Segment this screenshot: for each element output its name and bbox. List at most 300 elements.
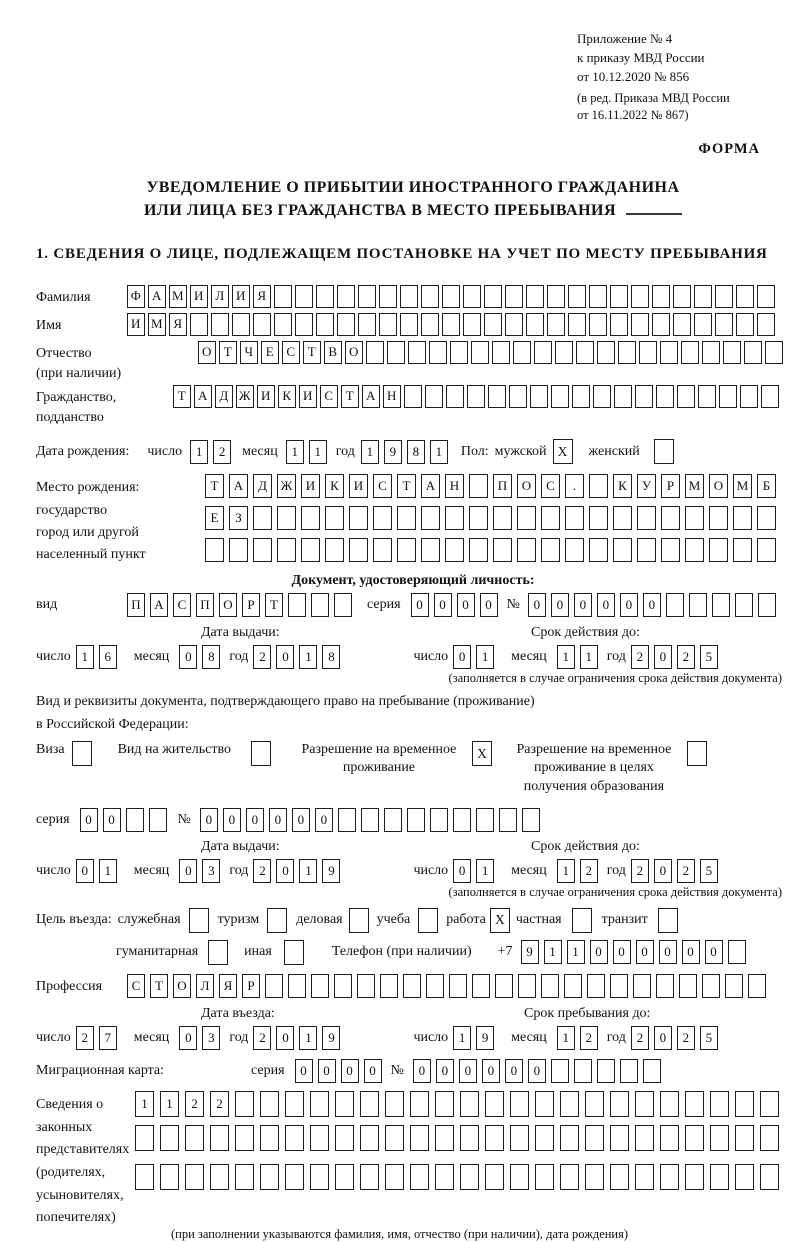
char-cell[interactable] <box>564 974 582 998</box>
char-cell[interactable] <box>522 808 540 832</box>
char-cell[interactable]: 2 <box>580 859 598 883</box>
char-cell[interactable] <box>295 313 313 336</box>
char-cell[interactable] <box>407 808 425 832</box>
char-cell[interactable] <box>661 506 680 530</box>
char-cell[interactable] <box>666 593 684 617</box>
char-cell[interactable] <box>736 313 754 336</box>
char-cell[interactable] <box>435 1164 454 1190</box>
char-cell[interactable] <box>385 1091 404 1117</box>
char-cell[interactable] <box>574 1059 592 1083</box>
char-cell[interactable]: 2 <box>185 1091 204 1117</box>
visa-checkbox[interactable] <box>72 741 92 766</box>
char-cell[interactable] <box>597 1059 615 1083</box>
char-cell[interactable] <box>637 538 656 562</box>
char-cell[interactable]: Т <box>303 341 321 364</box>
char-cell[interactable] <box>715 313 733 336</box>
char-cell[interactable] <box>288 593 306 617</box>
char-cell[interactable] <box>733 538 752 562</box>
char-cell[interactable] <box>373 506 392 530</box>
char-cell[interactable] <box>493 506 512 530</box>
char-cell[interactable] <box>685 1091 704 1117</box>
char-cell[interactable]: 0 <box>457 593 475 617</box>
char-cell[interactable] <box>635 1125 654 1151</box>
char-cell[interactable]: 5 <box>700 645 718 669</box>
char-cell[interactable] <box>450 341 468 364</box>
char-cell[interactable] <box>126 808 144 832</box>
char-cell[interactable]: 0 <box>654 645 672 669</box>
char-cell[interactable] <box>337 285 355 308</box>
purpose-business-checkbox[interactable] <box>349 908 369 933</box>
char-cell[interactable] <box>547 285 565 308</box>
char-cell[interactable] <box>517 506 536 530</box>
char-cell[interactable]: 2 <box>213 440 231 464</box>
char-cell[interactable]: О <box>709 474 728 498</box>
char-cell[interactable]: Т <box>265 593 283 617</box>
char-cell[interactable] <box>534 341 552 364</box>
char-cell[interactable]: 1 <box>160 1091 179 1117</box>
char-cell[interactable] <box>463 285 481 308</box>
char-cell[interactable] <box>408 341 426 364</box>
char-cell[interactable]: 0 <box>179 1026 197 1050</box>
char-cell[interactable]: О <box>517 474 536 498</box>
char-cell[interactable] <box>610 313 628 336</box>
char-cell[interactable] <box>677 385 695 408</box>
char-cell[interactable] <box>260 1091 279 1117</box>
purpose-other-checkbox[interactable] <box>284 940 304 965</box>
char-cell[interactable] <box>551 1059 569 1083</box>
char-cell[interactable]: 2 <box>631 1026 649 1050</box>
char-cell[interactable] <box>723 341 741 364</box>
char-cell[interactable]: Ж <box>277 474 296 498</box>
char-cell[interactable] <box>325 506 344 530</box>
char-cell[interactable] <box>260 1164 279 1190</box>
char-cell[interactable] <box>253 313 271 336</box>
char-cell[interactable] <box>517 538 536 562</box>
char-cell[interactable] <box>337 313 355 336</box>
char-cell[interactable] <box>660 1164 679 1190</box>
char-cell[interactable] <box>446 385 464 408</box>
char-cell[interactable]: 1 <box>361 440 379 464</box>
char-cell[interactable] <box>679 974 697 998</box>
char-cell[interactable] <box>190 313 208 336</box>
char-cell[interactable] <box>635 1091 654 1117</box>
char-cell[interactable]: 0 <box>269 808 287 832</box>
char-cell[interactable]: О <box>173 974 191 998</box>
char-cell[interactable] <box>387 341 405 364</box>
char-cell[interactable]: Б <box>757 474 776 498</box>
char-cell[interactable] <box>235 1091 254 1117</box>
char-cell[interactable] <box>338 808 356 832</box>
char-cell[interactable]: 0 <box>364 1059 382 1083</box>
char-cell[interactable]: 1 <box>309 440 327 464</box>
char-cell[interactable] <box>366 341 384 364</box>
char-cell[interactable] <box>765 341 783 364</box>
char-cell[interactable]: С <box>127 974 145 998</box>
char-cell[interactable]: Т <box>341 385 359 408</box>
char-cell[interactable] <box>460 1125 479 1151</box>
char-cell[interactable] <box>484 285 502 308</box>
char-cell[interactable] <box>589 506 608 530</box>
char-cell[interactable] <box>404 385 422 408</box>
char-cell[interactable]: Т <box>205 474 224 498</box>
char-cell[interactable] <box>476 808 494 832</box>
purpose-study-checkbox[interactable] <box>418 908 438 933</box>
char-cell[interactable]: А <box>148 285 166 308</box>
char-cell[interactable] <box>733 506 752 530</box>
char-cell[interactable]: Р <box>661 474 680 498</box>
char-cell[interactable]: 0 <box>613 940 631 964</box>
char-cell[interactable]: 2 <box>76 1026 94 1050</box>
char-cell[interactable]: 0 <box>654 859 672 883</box>
char-cell[interactable]: 0 <box>459 1059 477 1083</box>
char-cell[interactable] <box>610 1125 629 1151</box>
char-cell[interactable] <box>744 341 762 364</box>
char-cell[interactable]: П <box>127 593 145 617</box>
char-cell[interactable]: Д <box>253 474 272 498</box>
char-cell[interactable]: . <box>565 474 584 498</box>
char-cell[interactable] <box>555 341 573 364</box>
char-cell[interactable] <box>635 385 653 408</box>
char-cell[interactable] <box>551 385 569 408</box>
char-cell[interactable] <box>460 1164 479 1190</box>
char-cell[interactable]: 0 <box>341 1059 359 1083</box>
char-cell[interactable]: 0 <box>179 645 197 669</box>
char-cell[interactable]: 9 <box>521 940 539 964</box>
char-cell[interactable]: 1 <box>557 645 575 669</box>
char-cell[interactable] <box>429 341 447 364</box>
char-cell[interactable] <box>757 313 775 336</box>
char-cell[interactable] <box>631 313 649 336</box>
char-cell[interactable] <box>728 940 746 964</box>
char-cell[interactable] <box>568 285 586 308</box>
char-cell[interactable]: 1 <box>299 645 317 669</box>
char-cell[interactable] <box>509 385 527 408</box>
purpose-tourism-checkbox[interactable] <box>267 908 287 933</box>
char-cell[interactable] <box>757 538 776 562</box>
purpose-business-trip-checkbox[interactable] <box>189 908 209 933</box>
char-cell[interactable]: 0 <box>295 1059 313 1083</box>
char-cell[interactable] <box>736 285 754 308</box>
char-cell[interactable] <box>229 538 248 562</box>
char-cell[interactable]: 1 <box>430 440 448 464</box>
char-cell[interactable]: 0 <box>453 859 471 883</box>
char-cell[interactable] <box>185 1164 204 1190</box>
char-cell[interactable]: Р <box>242 974 260 998</box>
char-cell[interactable] <box>335 1125 354 1151</box>
char-cell[interactable]: К <box>278 385 296 408</box>
char-cell[interactable]: И <box>349 474 368 498</box>
char-cell[interactable] <box>618 341 636 364</box>
char-cell[interactable] <box>421 313 439 336</box>
char-cell[interactable]: А <box>150 593 168 617</box>
char-cell[interactable] <box>710 1091 729 1117</box>
char-cell[interactable] <box>435 1091 454 1117</box>
char-cell[interactable]: 9 <box>384 440 402 464</box>
char-cell[interactable]: Я <box>219 974 237 998</box>
char-cell[interactable]: А <box>362 385 380 408</box>
char-cell[interactable]: 9 <box>322 1026 340 1050</box>
char-cell[interactable] <box>425 385 443 408</box>
char-cell[interactable]: 0 <box>179 859 197 883</box>
char-cell[interactable] <box>265 974 283 998</box>
char-cell[interactable]: 0 <box>482 1059 500 1083</box>
char-cell[interactable] <box>205 538 224 562</box>
char-cell[interactable]: 2 <box>677 859 695 883</box>
char-cell[interactable] <box>758 593 776 617</box>
char-cell[interactable] <box>310 1091 329 1117</box>
char-cell[interactable] <box>760 1125 779 1151</box>
char-cell[interactable]: 0 <box>682 940 700 964</box>
char-cell[interactable] <box>535 1164 554 1190</box>
sex-male-checkbox[interactable]: X <box>553 439 573 464</box>
char-cell[interactable]: О <box>219 593 237 617</box>
char-cell[interactable]: 6 <box>99 645 117 669</box>
char-cell[interactable] <box>310 1164 329 1190</box>
purpose-work-checkbox[interactable]: X <box>490 908 510 933</box>
char-cell[interactable] <box>274 285 292 308</box>
char-cell[interactable] <box>449 974 467 998</box>
char-cell[interactable]: 0 <box>480 593 498 617</box>
char-cell[interactable] <box>620 1059 638 1083</box>
char-cell[interactable] <box>463 313 481 336</box>
char-cell[interactable] <box>460 1091 479 1117</box>
char-cell[interactable] <box>652 285 670 308</box>
char-cell[interactable] <box>185 1125 204 1151</box>
char-cell[interactable] <box>709 538 728 562</box>
char-cell[interactable] <box>253 506 272 530</box>
char-cell[interactable] <box>210 1164 229 1190</box>
char-cell[interactable]: 0 <box>528 1059 546 1083</box>
char-cell[interactable] <box>633 974 651 998</box>
char-cell[interactable]: 1 <box>135 1091 154 1117</box>
char-cell[interactable] <box>637 506 656 530</box>
char-cell[interactable] <box>702 341 720 364</box>
char-cell[interactable]: П <box>493 474 512 498</box>
char-cell[interactable]: Я <box>253 285 271 308</box>
purpose-humanitarian-checkbox[interactable] <box>208 940 228 965</box>
char-cell[interactable] <box>510 1091 529 1117</box>
char-cell[interactable] <box>735 1164 754 1190</box>
char-cell[interactable] <box>660 1125 679 1151</box>
char-cell[interactable]: 9 <box>476 1026 494 1050</box>
char-cell[interactable]: У <box>637 474 656 498</box>
char-cell[interactable] <box>295 285 313 308</box>
char-cell[interactable] <box>565 506 584 530</box>
char-cell[interactable]: 2 <box>631 645 649 669</box>
char-cell[interactable] <box>505 285 523 308</box>
char-cell[interactable] <box>760 1164 779 1190</box>
char-cell[interactable]: 0 <box>574 593 592 617</box>
char-cell[interactable] <box>277 538 296 562</box>
char-cell[interactable] <box>568 313 586 336</box>
char-cell[interactable]: 2 <box>210 1091 229 1117</box>
char-cell[interactable] <box>541 974 559 998</box>
char-cell[interactable] <box>510 1125 529 1151</box>
char-cell[interactable] <box>710 1164 729 1190</box>
char-cell[interactable]: 8 <box>407 440 425 464</box>
char-cell[interactable]: И <box>127 313 145 336</box>
char-cell[interactable] <box>748 974 766 998</box>
char-cell[interactable] <box>492 341 510 364</box>
char-cell[interactable] <box>484 313 502 336</box>
char-cell[interactable] <box>435 1125 454 1151</box>
char-cell[interactable]: 1 <box>299 859 317 883</box>
char-cell[interactable] <box>585 1125 604 1151</box>
char-cell[interactable] <box>610 285 628 308</box>
char-cell[interactable] <box>589 313 607 336</box>
char-cell[interactable]: Л <box>211 285 229 308</box>
char-cell[interactable] <box>660 341 678 364</box>
char-cell[interactable] <box>310 1125 329 1151</box>
char-cell[interactable] <box>661 538 680 562</box>
char-cell[interactable] <box>510 1164 529 1190</box>
char-cell[interactable] <box>403 974 421 998</box>
char-cell[interactable] <box>499 808 517 832</box>
char-cell[interactable]: С <box>282 341 300 364</box>
char-cell[interactable] <box>576 341 594 364</box>
char-cell[interactable]: О <box>198 341 216 364</box>
char-cell[interactable]: С <box>173 593 191 617</box>
char-cell[interactable] <box>400 313 418 336</box>
char-cell[interactable] <box>635 1164 654 1190</box>
char-cell[interactable] <box>397 506 416 530</box>
char-cell[interactable] <box>656 385 674 408</box>
char-cell[interactable]: И <box>190 285 208 308</box>
char-cell[interactable] <box>613 538 632 562</box>
char-cell[interactable] <box>335 1164 354 1190</box>
char-cell[interactable] <box>410 1164 429 1190</box>
char-cell[interactable] <box>430 808 448 832</box>
char-cell[interactable] <box>685 506 704 530</box>
char-cell[interactable] <box>301 538 320 562</box>
char-cell[interactable]: К <box>613 474 632 498</box>
char-cell[interactable] <box>589 538 608 562</box>
char-cell[interactable]: 2 <box>580 1026 598 1050</box>
char-cell[interactable]: 0 <box>453 645 471 669</box>
char-cell[interactable] <box>160 1164 179 1190</box>
char-cell[interactable] <box>445 506 464 530</box>
char-cell[interactable]: 9 <box>322 859 340 883</box>
char-cell[interactable]: 0 <box>654 1026 672 1050</box>
char-cell[interactable] <box>613 506 632 530</box>
char-cell[interactable] <box>685 538 704 562</box>
char-cell[interactable]: 1 <box>476 859 494 883</box>
char-cell[interactable] <box>385 1125 404 1151</box>
char-cell[interactable]: 0 <box>413 1059 431 1083</box>
char-cell[interactable]: И <box>301 474 320 498</box>
char-cell[interactable] <box>360 1125 379 1151</box>
char-cell[interactable]: 0 <box>620 593 638 617</box>
char-cell[interactable] <box>135 1164 154 1190</box>
char-cell[interactable]: О <box>345 341 363 364</box>
char-cell[interactable] <box>673 285 691 308</box>
char-cell[interactable] <box>681 341 699 364</box>
char-cell[interactable]: З <box>229 506 248 530</box>
char-cell[interactable]: С <box>320 385 338 408</box>
char-cell[interactable] <box>301 506 320 530</box>
char-cell[interactable] <box>694 313 712 336</box>
char-cell[interactable] <box>421 538 440 562</box>
char-cell[interactable] <box>488 385 506 408</box>
char-cell[interactable]: Т <box>397 474 416 498</box>
char-cell[interactable] <box>610 1091 629 1117</box>
char-cell[interactable]: 3 <box>202 859 220 883</box>
char-cell[interactable]: 0 <box>276 1026 294 1050</box>
char-cell[interactable] <box>467 385 485 408</box>
char-cell[interactable] <box>285 1164 304 1190</box>
char-cell[interactable]: 1 <box>567 940 585 964</box>
char-cell[interactable] <box>709 506 728 530</box>
char-cell[interactable] <box>656 974 674 998</box>
char-cell[interactable] <box>535 1125 554 1151</box>
purpose-transit-checkbox[interactable] <box>658 908 678 933</box>
char-cell[interactable] <box>380 974 398 998</box>
char-cell[interactable] <box>421 285 439 308</box>
char-cell[interactable]: М <box>169 285 187 308</box>
char-cell[interactable] <box>400 285 418 308</box>
char-cell[interactable] <box>358 313 376 336</box>
char-cell[interactable]: 0 <box>103 808 121 832</box>
char-cell[interactable] <box>530 385 548 408</box>
char-cell[interactable] <box>285 1125 304 1151</box>
char-cell[interactable] <box>384 808 402 832</box>
char-cell[interactable] <box>379 313 397 336</box>
char-cell[interactable] <box>469 538 488 562</box>
char-cell[interactable]: 0 <box>276 645 294 669</box>
char-cell[interactable]: 1 <box>299 1026 317 1050</box>
char-cell[interactable] <box>547 313 565 336</box>
char-cell[interactable] <box>253 538 272 562</box>
education-residence-checkbox[interactable] <box>687 741 707 766</box>
char-cell[interactable]: 0 <box>411 593 429 617</box>
char-cell[interactable] <box>685 1125 704 1151</box>
char-cell[interactable]: Т <box>173 385 191 408</box>
char-cell[interactable]: Д <box>215 385 233 408</box>
char-cell[interactable] <box>410 1125 429 1151</box>
char-cell[interactable] <box>149 808 167 832</box>
char-cell[interactable] <box>274 313 292 336</box>
purpose-private-checkbox[interactable] <box>572 908 592 933</box>
char-cell[interactable] <box>725 974 743 998</box>
char-cell[interactable] <box>495 974 513 998</box>
char-cell[interactable]: 0 <box>246 808 264 832</box>
char-cell[interactable] <box>421 506 440 530</box>
char-cell[interactable] <box>710 1125 729 1151</box>
char-cell[interactable] <box>493 538 512 562</box>
char-cell[interactable] <box>526 285 544 308</box>
char-cell[interactable] <box>572 385 590 408</box>
char-cell[interactable] <box>689 593 707 617</box>
char-cell[interactable] <box>211 313 229 336</box>
char-cell[interactable]: 5 <box>700 859 718 883</box>
char-cell[interactable]: Т <box>219 341 237 364</box>
char-cell[interactable] <box>316 285 334 308</box>
char-cell[interactable] <box>631 285 649 308</box>
char-cell[interactable] <box>740 385 758 408</box>
char-cell[interactable]: К <box>325 474 344 498</box>
char-cell[interactable]: Я <box>169 313 187 336</box>
char-cell[interactable] <box>135 1125 154 1151</box>
char-cell[interactable]: 0 <box>292 808 310 832</box>
char-cell[interactable] <box>397 538 416 562</box>
char-cell[interactable] <box>593 385 611 408</box>
char-cell[interactable] <box>518 974 536 998</box>
char-cell[interactable] <box>235 1164 254 1190</box>
char-cell[interactable]: 1 <box>453 1026 471 1050</box>
char-cell[interactable] <box>614 385 632 408</box>
char-cell[interactable]: Р <box>242 593 260 617</box>
char-cell[interactable]: 8 <box>202 645 220 669</box>
